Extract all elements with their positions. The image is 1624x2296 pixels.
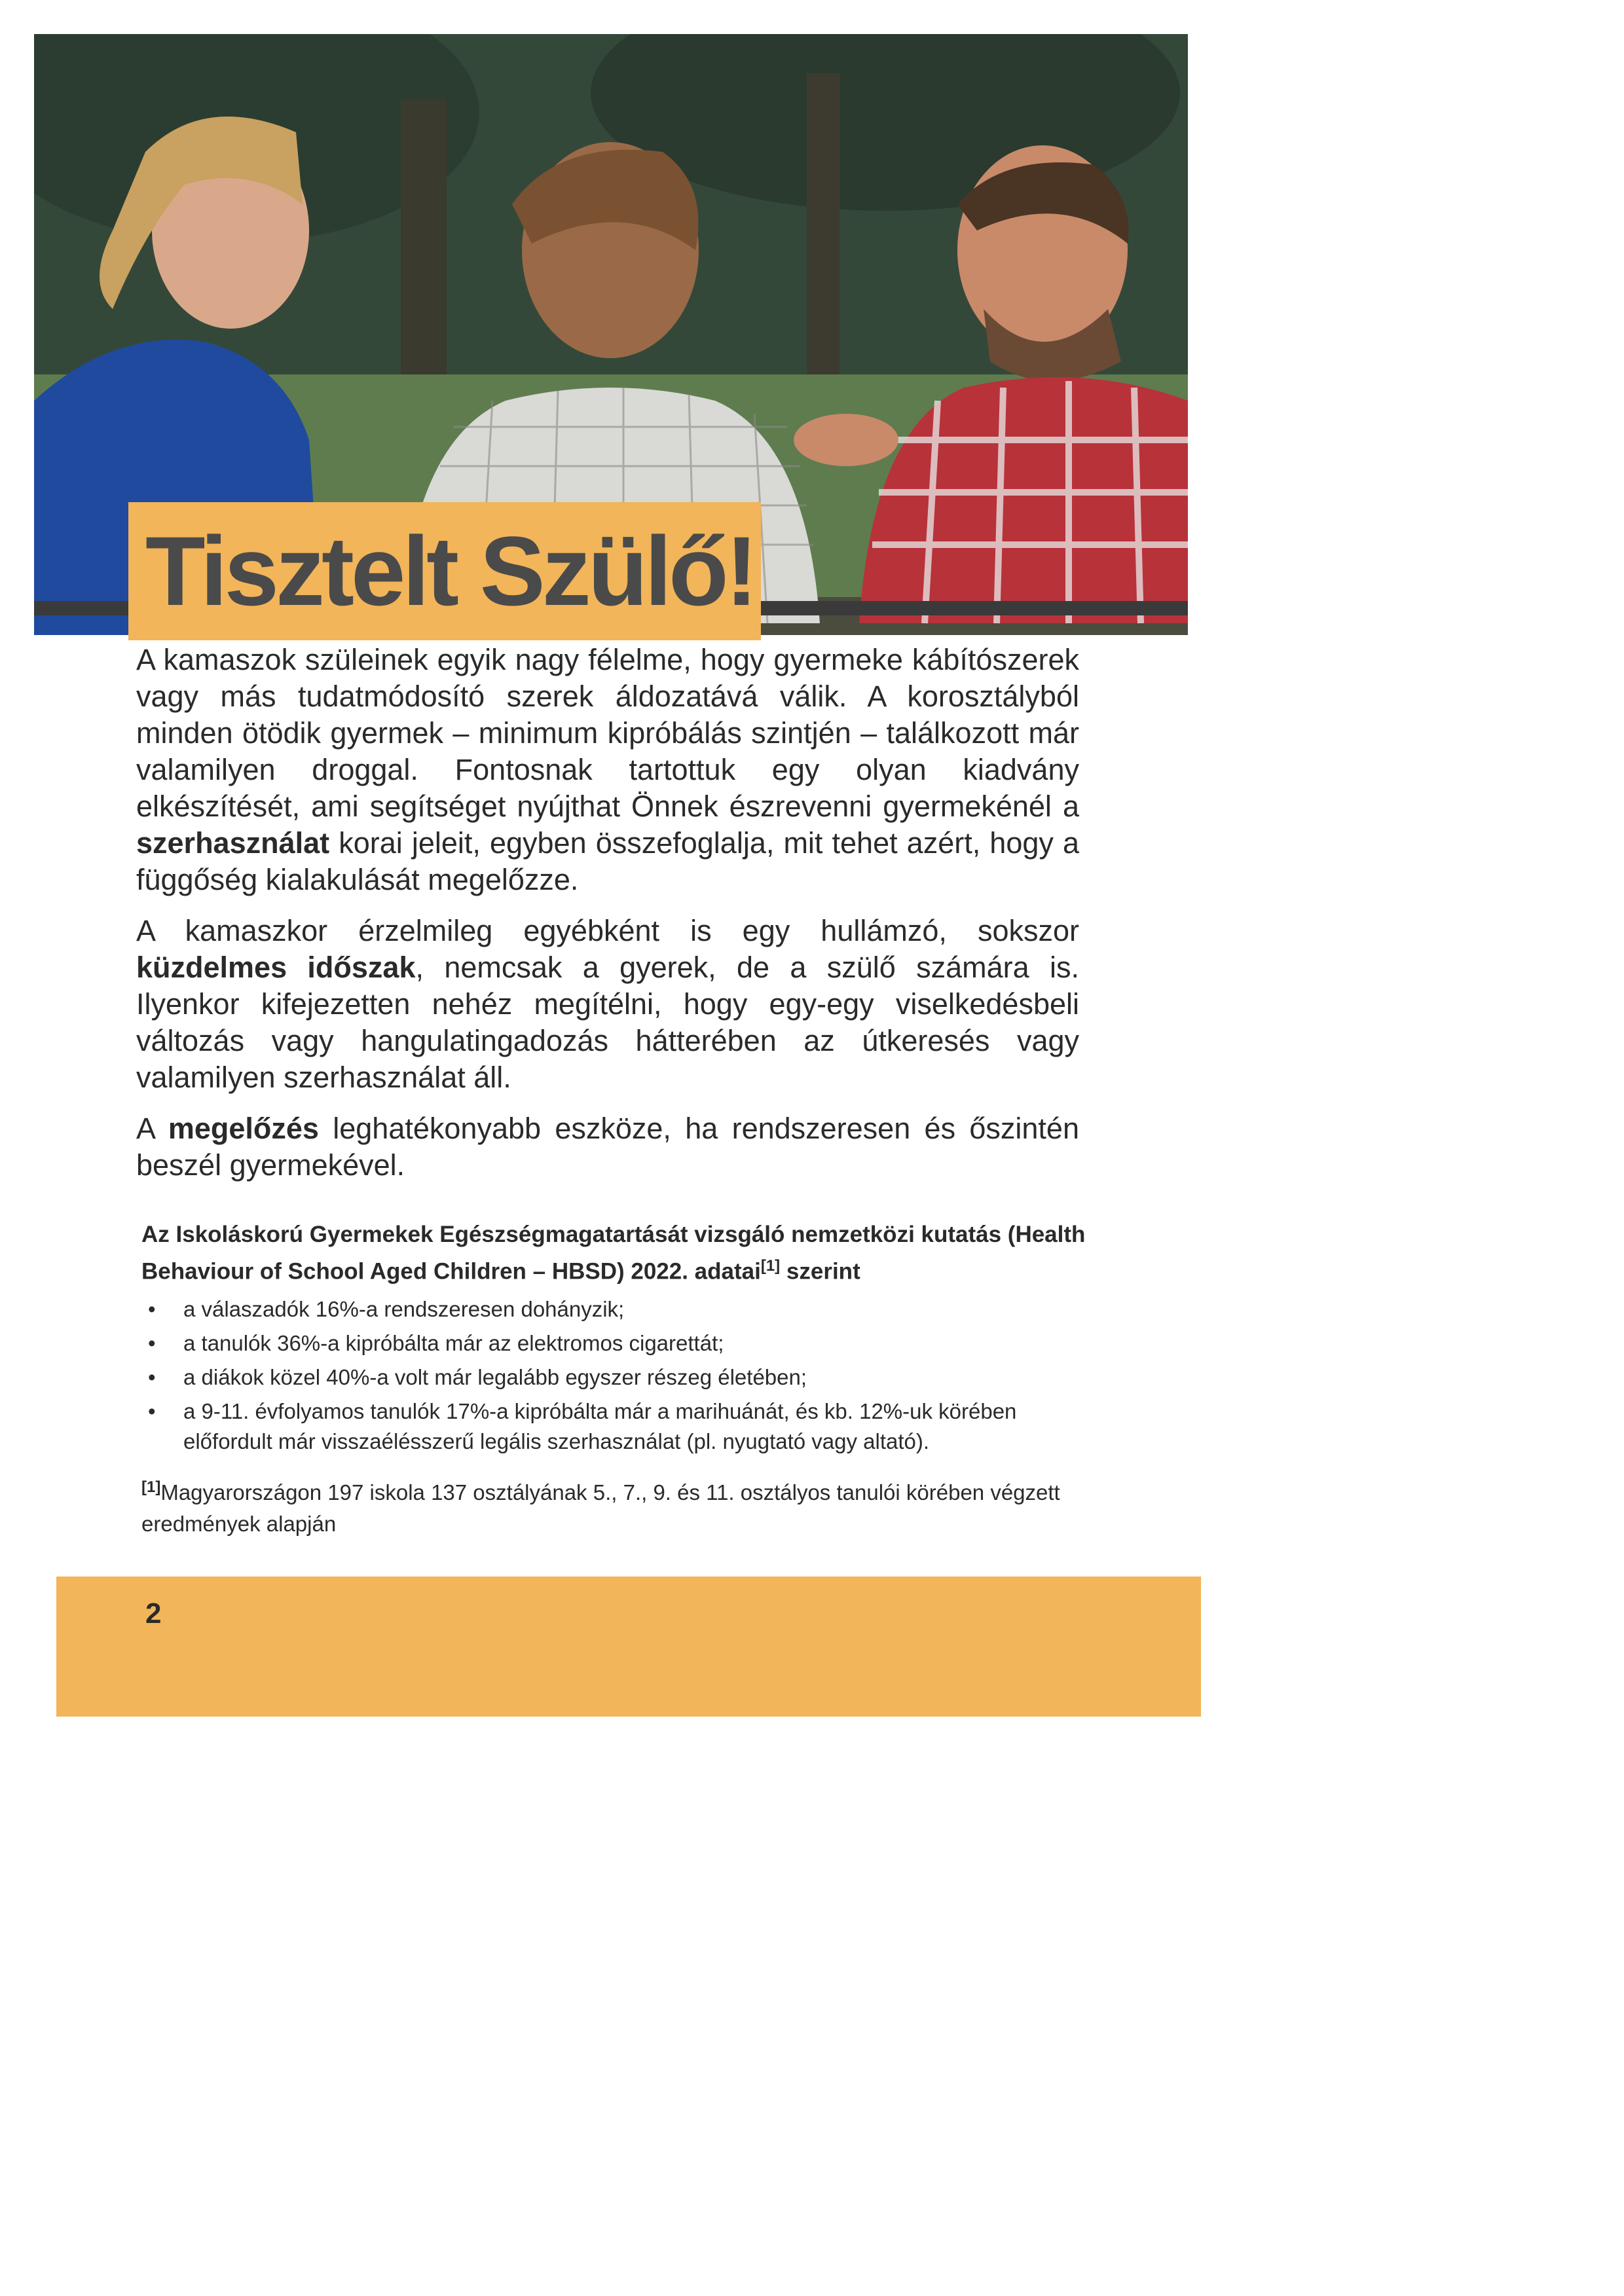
list-item (141, 1294, 1098, 1324)
bullet-icon: • (148, 1330, 156, 1355)
stats-heading (141, 1219, 1098, 1288)
list-item-text: a tanulók 36%-a kipróbálta már az elektromos cigarettát; (183, 1330, 724, 1355)
list-item-text: a diákok közel 40%-a volt már legalább egyszer részeg életében; (183, 1364, 807, 1389)
intro-p1-bold: szerhasználat (136, 826, 330, 860)
page-number: 2 (145, 1597, 162, 1630)
list-item-text: a 9-11. évfolyamos tanulók 17%-a kipróbálta már a marihuánát, és kb. 12%-uk körében előfordult már visszaélésszerű legális szerhasználat (pl. nyugtató vagy altató). (183, 1398, 1017, 1453)
intro-p2-text-a: A kamaszkor érzelmileg egyébként is egy hullámzó, sokszor (136, 914, 1079, 947)
intro-p3-text-a: A (136, 1112, 168, 1145)
footnote (141, 1472, 1098, 1540)
intro-p1-text-a: A kamaszok szüleinek egyik nagy félelme, hogy gyermeke kábítószerek vagy más tudatmódosító szerek áldozatává válik. A korosztályból minden ötödik gyermek – minimum kipróbálás szintjén – találkozott már valamilyen droggal. Fontosnak tartottuk egy olyan kiadvány elkészítését, ami segítséget nyújthat Önnek észrevenni gyermekénél a (136, 643, 1079, 823)
stats-heading-suffix: szerint (780, 1258, 860, 1285)
intro-paragraph-1 (136, 642, 1079, 898)
list-item (141, 1396, 1098, 1457)
intro-p1-text-b: korai jeleit, egyben összefoglalja, mit tehet azért, hogy a függőség kialakulását megelőzze. (136, 826, 1079, 896)
intro-p2-text-b: , nemcsak a gyerek, de a szülő számára is. Ilyenkor kifejezetten nehéz megítélni, hogy egy-egy viselkedésbeli változás vagy hangulatingadozás hátterében az útkeresés vagy valamilyen szerhasználat áll. (136, 951, 1079, 1094)
list-item (141, 1328, 1098, 1358)
intro-p2-bold: küzdelmes időszak (136, 951, 416, 984)
intro-p3-bold: megelőzés (168, 1112, 319, 1145)
stats-heading-text: Az Iskoláskorú Gyermekek Egészségmagatartását vizsgáló nemzetközi kutatás (Health Behaviour of School Aged Children – HBSD) 2022. adatai (141, 1222, 1086, 1285)
intro-text (136, 642, 1079, 1198)
list-item-text: a válaszadók 16%-a rendszeresen dohányzik; (183, 1296, 625, 1321)
intro-p3-text-b: leghatékonyabb eszköze, ha rendszeresen és őszintén beszél gyermekével. (136, 1112, 1079, 1182)
stats-section (141, 1219, 1098, 1461)
bullet-icon: • (148, 1296, 156, 1321)
stats-heading-ref: [1] (760, 1257, 781, 1275)
footnote-text: Magyarországon 197 iskola 137 osztályának 5., 7., 9. és 11. osztályos tanulói körében végzett eredmények alapján (141, 1480, 1060, 1536)
stats-list (141, 1294, 1098, 1457)
list-item (141, 1362, 1098, 1393)
footer-band (56, 1576, 1201, 1717)
intro-paragraph-2 (136, 913, 1079, 1096)
bullet-icon: • (148, 1398, 156, 1423)
intro-paragraph-3 (136, 1110, 1079, 1184)
page-title: Tisztelt Szülő! (145, 516, 755, 626)
bullet-icon: • (148, 1364, 156, 1389)
footnote-ref: [1] (141, 1478, 161, 1496)
